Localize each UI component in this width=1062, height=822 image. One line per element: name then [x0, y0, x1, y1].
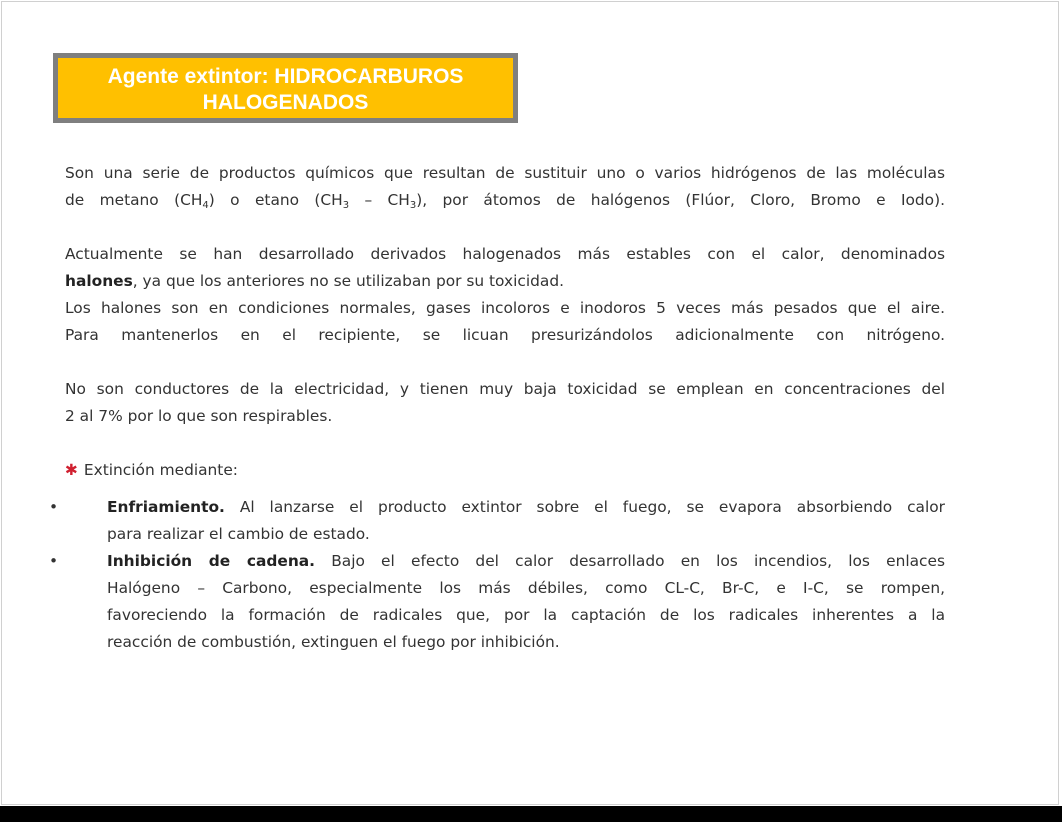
paragraph-toxicity [65, 376, 945, 430]
title-line-1: Agente extintor: HIDROCARBUROS [107, 65, 464, 88]
subscript: 4 [202, 200, 209, 211]
subscript: 3 [409, 200, 417, 211]
text: Bajo el efecto del calor desarrollado en los incendios, los enlaces [315, 552, 945, 570]
text: , ya que los anteriores no se utilizaban por su toxicidad. [132, 272, 564, 290]
bold-term: Inhibición de cadena. [107, 552, 316, 570]
bottom-bar [0, 806, 1062, 822]
text-line [65, 187, 945, 214]
paragraph-halones [65, 241, 945, 349]
text-line: reacción de combustión, extinguen el fuego por inhibición. [107, 633, 560, 651]
text-line: Halógeno – Carbono, especialmente los más débiles, como CL-C, Br-C, e I-C, se rompen, [107, 579, 945, 597]
text: ), por átomos de halógenos (Flúor, Cloro, Bromo e Iodo). [416, 191, 945, 209]
text-line [65, 268, 945, 295]
list-item-inhibicion [49, 548, 945, 656]
text-line [49, 548, 945, 575]
title-line-2: HALOGENADOS [202, 91, 369, 114]
paragraph-definition [65, 160, 945, 214]
text-line: Para mantenerlos en el recipiente, se licuan presurizándolos adicionalmente con nitrógeno. [65, 326, 945, 344]
slide-body [49, 160, 945, 656]
text-line [49, 494, 945, 521]
text-line: No son conductores de la electricidad, y tienen muy baja toxicidad se emplean en concentraciones del [65, 380, 945, 398]
text: Al lanzarse el producto extintor sobre el fuego, se evapora absorbiendo calor [224, 498, 945, 516]
bold-term: Enfriamiento. [107, 498, 225, 516]
text-line: 2 al 7% por lo que son respirables. [65, 407, 333, 425]
list-item-enfriamiento [49, 494, 945, 548]
bold-term: halones [65, 272, 133, 290]
text: ) o etano (CH [208, 191, 343, 209]
text: – CH [349, 191, 410, 209]
extincion-heading [65, 457, 945, 484]
text-line: favoreciendo la formación de radicales que, por la captación de los radicales inherentes a la [107, 606, 945, 624]
text-line: Actualmente se han desarrollado derivados halogenados más estables con el calor, denominados [65, 245, 945, 263]
slide-title [53, 53, 518, 123]
bullet-icon: • [49, 552, 59, 570]
subscript: 3 [342, 200, 350, 211]
text-line: Son una serie de productos químicos que resultan de sustituir uno o varios hidrógenos de las moléculas [65, 164, 945, 182]
text-line: para realizar el cambio de estado. [107, 525, 370, 543]
text-line: Los halones son en condiciones normales, gases incoloros e inodoros 5 veces más pesados que el aire. [65, 299, 945, 317]
bullet-icon: • [49, 498, 59, 516]
text: de metano (CH [65, 191, 203, 209]
asterisk-icon: ✱ [65, 461, 78, 479]
heading-text: Extinción mediante: [83, 461, 238, 479]
